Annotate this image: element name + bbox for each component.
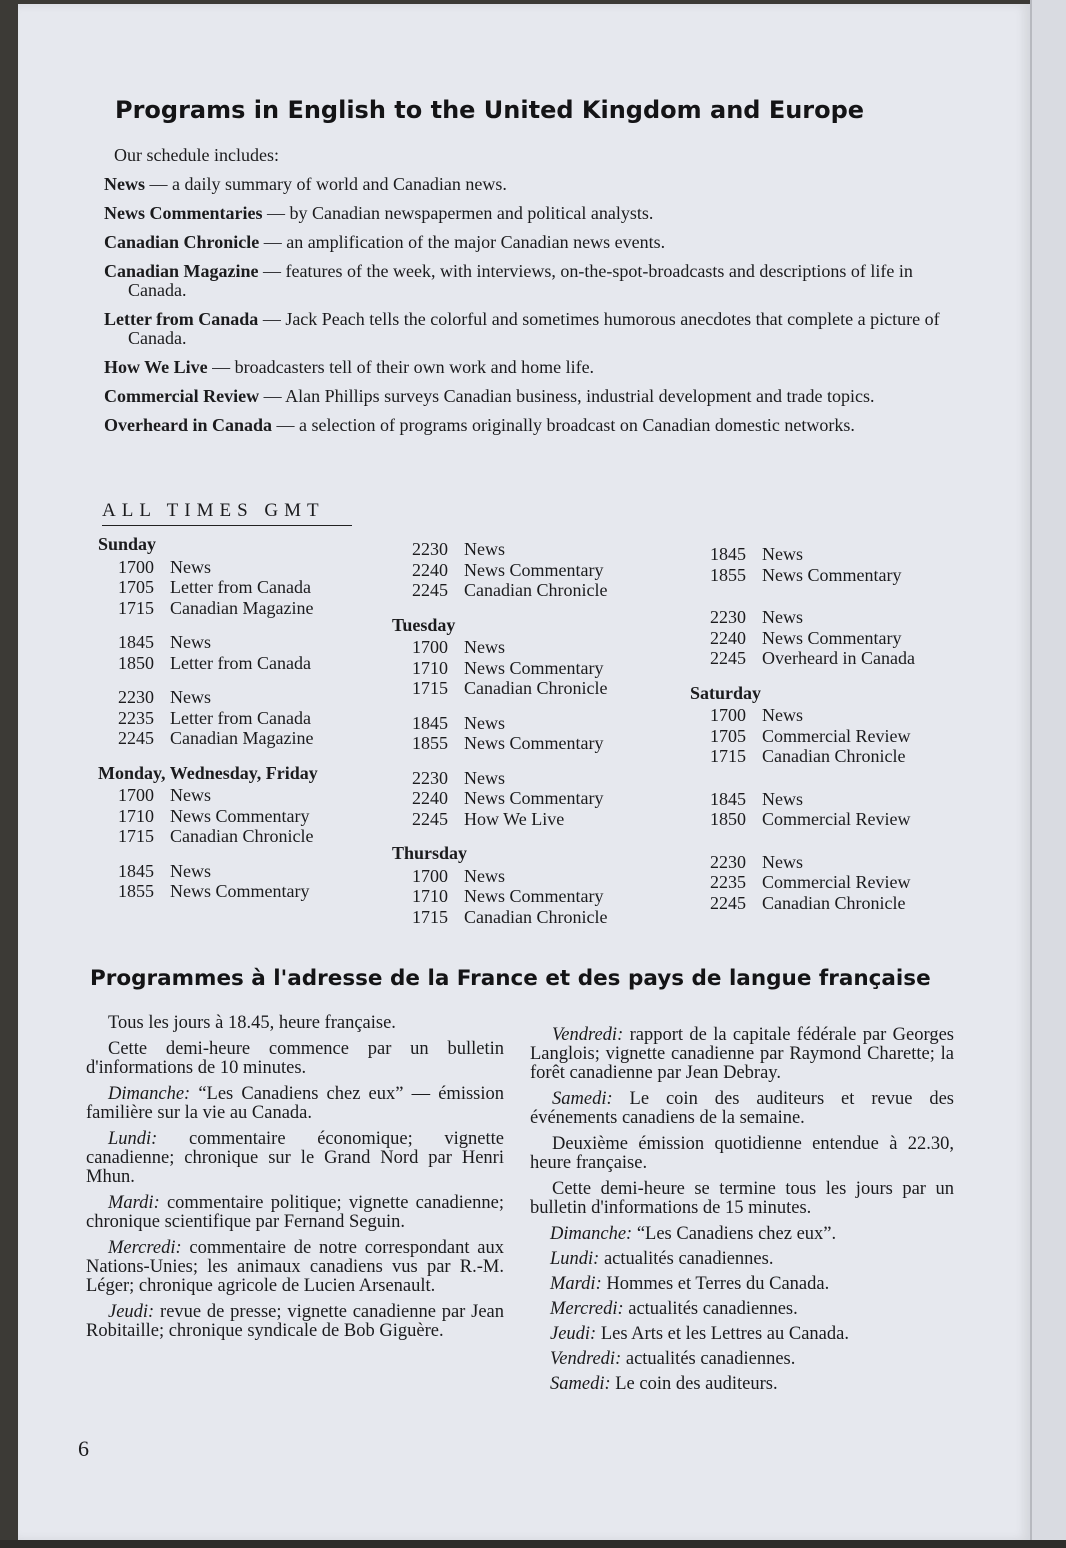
slot-time: 1715 <box>118 826 154 846</box>
program-name: News Commentaries <box>104 203 263 223</box>
slot-program: Letter from Canada <box>170 652 311 673</box>
slot-time: 1715 <box>412 906 448 927</box>
french-paragraph <box>86 1085 504 1123</box>
time-slot <box>412 539 672 560</box>
program-entry <box>104 358 972 377</box>
french-paragraph <box>86 1014 504 1033</box>
time-slot <box>118 826 368 847</box>
time-block <box>392 539 672 601</box>
french-day: Vendredi: <box>552 1025 624 1045</box>
slot-time: 1700 <box>118 785 154 805</box>
slot-time: 1855 <box>118 881 154 901</box>
time-slot <box>710 607 980 628</box>
time-block <box>690 705 980 767</box>
time-slot <box>710 648 980 669</box>
slot-program: News Commentary <box>762 627 902 648</box>
slot-program: News <box>762 851 803 872</box>
french-day-line <box>530 1300 954 1319</box>
slot-program: News <box>762 788 803 809</box>
time-slot <box>118 557 368 578</box>
time-slot <box>118 708 368 729</box>
slot-time: 2245 <box>710 892 746 913</box>
slot-program: News <box>170 785 211 805</box>
slot-program: News <box>464 712 505 733</box>
slot-program: News <box>762 705 803 725</box>
background-edge <box>0 1540 1066 1548</box>
slot-time: 1845 <box>412 712 448 733</box>
time-slot <box>412 580 672 601</box>
day-heading: Thursday <box>392 843 468 863</box>
french-column-2 <box>530 1026 954 1400</box>
french-paragraph <box>530 1090 954 1128</box>
time-slot <box>412 658 672 679</box>
program-entry <box>104 204 972 223</box>
times-label: ALL TIMES GMT <box>102 500 352 526</box>
slot-program: Canadian Chronicle <box>464 678 608 698</box>
slot-time: 1700 <box>710 705 746 725</box>
time-slot <box>710 893 980 914</box>
slot-time: 2245 <box>118 728 154 748</box>
time-slot <box>710 628 980 649</box>
slot-program: News <box>170 632 211 652</box>
program-entry <box>104 310 972 348</box>
slot-time: 1715 <box>412 678 448 698</box>
time-slot <box>412 733 672 754</box>
schedule-column-1 <box>98 534 368 916</box>
french-day: Mardi: <box>108 1193 160 1213</box>
slot-time: 1845 <box>118 860 154 881</box>
french-text: actualités canadiennes. <box>621 1349 796 1369</box>
slot-time: 1710 <box>412 886 448 906</box>
program-description: — by Canadian newspapermen and political analysts. <box>262 203 654 223</box>
slot-time: 2230 <box>710 607 746 627</box>
french-day-line <box>530 1350 954 1369</box>
schedule-column-3 <box>690 544 980 927</box>
french-day: Jeudi: <box>550 1324 597 1344</box>
time-block <box>690 607 980 669</box>
french-day: Vendredi: <box>550 1349 622 1369</box>
french-day: Dimanche: <box>550 1224 633 1244</box>
time-block <box>392 768 672 830</box>
time-slot <box>412 560 672 581</box>
french-day: Dimanche: <box>108 1084 191 1104</box>
time-slot <box>710 544 980 565</box>
program-name: Overheard in Canada <box>104 415 273 435</box>
time-slot <box>118 577 368 598</box>
day-heading: Sunday <box>98 534 157 554</box>
slot-time: 1700 <box>412 865 448 886</box>
schedule-column-2 <box>392 539 672 941</box>
slot-time: 1845 <box>710 788 746 809</box>
slot-program: News Commentary <box>464 886 604 906</box>
program-entry <box>104 387 972 406</box>
slot-time: 1845 <box>710 544 746 564</box>
program-name: Commercial Review <box>104 386 260 406</box>
slot-program: News <box>170 556 211 577</box>
time-slot <box>118 598 368 619</box>
slot-time: 1705 <box>710 725 746 746</box>
slot-program: Letter from Canada <box>170 707 311 728</box>
french-text: “Les Canadiens chez eux”. <box>632 1224 837 1244</box>
time-slot <box>710 872 980 893</box>
french-paragraph <box>86 1040 504 1078</box>
program-description: — features of the week, with interviews, on-the-spot-broadcasts and descriptions of life in Canada. <box>128 261 913 300</box>
slot-program: News <box>762 544 803 564</box>
french-paragraph <box>86 1194 504 1232</box>
time-block <box>98 687 368 749</box>
slot-program: News <box>464 539 505 559</box>
slot-time: 2230 <box>710 851 746 872</box>
slot-program: Canadian Chronicle <box>464 906 608 927</box>
french-text: rapport de la capitale fédérale par Georges Langlois; vignette canadienne par Raymond Charette; la forêt canadienne par Jean Debray. <box>530 1025 954 1083</box>
time-slot <box>118 728 368 749</box>
time-slot <box>412 788 672 809</box>
program-description: — an amplification of the major Canadian news events. <box>259 232 666 252</box>
french-paragraph <box>86 1303 504 1341</box>
slot-program: Overheard in Canada <box>762 648 915 668</box>
time-slot <box>710 809 980 830</box>
slot-time: 1850 <box>118 652 154 673</box>
slot-program: How We Live <box>464 808 565 829</box>
program-entry <box>104 175 972 194</box>
slot-program: News Commentary <box>762 564 902 585</box>
french-column-1 <box>86 1014 504 1348</box>
slot-time: 2240 <box>710 627 746 648</box>
french-day: Mardi: <box>550 1274 602 1294</box>
slot-program: Commercial Review <box>762 725 911 746</box>
time-block <box>392 713 672 754</box>
french-text: commentaire de notre correspondant aux Nations-Unies; les animaux canadiens vus par R.-M. Léger; chronique agricole de Lucien Arsenault. <box>86 1238 504 1296</box>
french-text: commentaire politique; vignette canadienne; chronique scientifique par Fernand Seguin. <box>86 1193 504 1232</box>
french-text: Le coin des auditeurs. <box>610 1374 778 1394</box>
slot-time: 1700 <box>412 637 448 657</box>
french-day-line <box>530 1325 954 1344</box>
time-slot <box>710 705 980 726</box>
slot-time: 2235 <box>710 872 746 892</box>
time-block <box>98 632 368 673</box>
french-day: Samedi: <box>550 1374 611 1394</box>
english-programs-title: Programs in English to the United Kingdom and Europe <box>115 96 865 124</box>
time-slot <box>118 687 368 708</box>
slot-program: News <box>464 637 505 657</box>
french-day: Samedi: <box>552 1089 613 1109</box>
time-block <box>690 789 980 830</box>
program-name: Canadian Magazine <box>104 261 259 281</box>
time-block <box>98 861 368 902</box>
slot-program: News <box>170 860 211 881</box>
slot-program: News Commentary <box>464 559 604 580</box>
french-text: Deuxième émission quotidienne entendue à 22.30, heure française. <box>530 1134 954 1173</box>
time-slot <box>710 565 980 586</box>
slot-program: Canadian Chronicle <box>762 746 906 766</box>
slot-program: Canadian Chronicle <box>464 580 608 600</box>
day-heading: Saturday <box>690 682 762 703</box>
french-paragraph <box>86 1239 504 1296</box>
program-description: — broadcasters tell of their own work and home life. <box>207 357 595 377</box>
time-slot <box>412 713 672 734</box>
time-block <box>98 785 368 847</box>
french-paragraph <box>530 1180 954 1218</box>
slot-program: Letter from Canada <box>170 577 311 597</box>
french-programs-title: Programmes à l'adresse de la France et des pays de langue française <box>90 966 931 991</box>
time-block <box>98 557 368 619</box>
french-text: “Les Canadiens chez eux” — émission familière sur la vie au Canada. <box>86 1084 504 1123</box>
program-name: Letter from Canada <box>104 309 259 329</box>
french-text: Tous les jours à 18.45, heure française. <box>108 1013 396 1033</box>
time-block <box>392 637 672 699</box>
time-block <box>690 852 980 914</box>
slot-program: Canadian Chronicle <box>762 892 906 913</box>
schedule-intro: Our schedule includes: <box>114 145 279 165</box>
program-name: How We Live <box>104 357 208 377</box>
program-name: Canadian Chronicle <box>104 232 260 252</box>
french-paragraph <box>86 1130 504 1187</box>
program-entry <box>104 416 972 435</box>
slot-program: News Commentary <box>464 788 604 808</box>
time-slot <box>118 632 368 653</box>
slot-time: 2230 <box>412 767 448 788</box>
time-slot <box>118 806 368 827</box>
program-description: — a daily summary of world and Canadian news. <box>145 174 507 194</box>
time-slot <box>412 907 672 928</box>
french-day: Lundi: <box>108 1129 158 1149</box>
french-day: Lundi: <box>550 1249 600 1269</box>
slot-time: 1700 <box>118 556 154 577</box>
slot-program: News Commentary <box>170 881 310 901</box>
french-paragraph <box>530 1135 954 1173</box>
slot-program: News <box>170 687 211 707</box>
french-day-line <box>530 1225 954 1244</box>
time-slot <box>412 678 672 699</box>
french-paragraph <box>530 1026 954 1083</box>
slot-program: News Commentary <box>464 733 604 753</box>
french-day-line <box>530 1275 954 1294</box>
slot-time: 2230 <box>118 687 154 707</box>
time-slot <box>710 726 980 747</box>
program-description: — a selection of programs originally broadcast on Canadian domestic networks. <box>272 415 855 435</box>
french-day: Mercredi: <box>108 1238 182 1258</box>
slot-time: 1850 <box>710 809 746 829</box>
slot-time: 1710 <box>118 805 154 826</box>
program-descriptions <box>104 146 972 445</box>
program-description: — Alan Phillips surveys Canadian business, industrial development and trade topics. <box>259 386 875 406</box>
slot-program: Commercial Review <box>762 809 911 829</box>
slot-time: 2235 <box>118 707 154 728</box>
french-day: Jeudi: <box>108 1302 155 1322</box>
slot-time: 2230 <box>412 539 448 559</box>
slot-time: 1705 <box>118 577 154 597</box>
slot-program: News <box>464 767 505 788</box>
slot-program: News Commentary <box>464 657 604 678</box>
time-slot <box>412 768 672 789</box>
slot-time: 1855 <box>412 733 448 753</box>
french-text: commentaire économique; vignette canadienne; chronique sur le Grand Nord par Henri Mhun. <box>86 1129 504 1187</box>
program-entry <box>104 262 972 300</box>
day-heading: Tuesday <box>392 614 456 635</box>
program-entry <box>104 233 972 252</box>
next-page-edge <box>1030 0 1066 1548</box>
slot-program: Canadian Magazine <box>170 597 314 618</box>
french-day-line <box>530 1375 954 1394</box>
slot-time: 1715 <box>710 746 746 766</box>
slot-time: 1710 <box>412 657 448 678</box>
slot-program: Canadian Magazine <box>170 728 314 748</box>
program-name: News <box>104 174 145 194</box>
slot-program: News <box>762 607 803 627</box>
slot-time: 2240 <box>412 788 448 808</box>
time-slot <box>412 637 672 658</box>
time-slot <box>118 785 368 806</box>
time-slot <box>412 866 672 887</box>
time-slot <box>710 852 980 873</box>
french-day-line <box>530 1250 954 1269</box>
french-text: Hommes et Terres du Canada. <box>601 1274 830 1294</box>
french-text: actualités canadiennes. <box>599 1249 774 1269</box>
time-slot <box>710 746 980 767</box>
slot-time: 1855 <box>710 564 746 585</box>
slot-time: 1845 <box>118 632 154 652</box>
slot-time: 2240 <box>412 559 448 580</box>
time-slot <box>118 653 368 674</box>
slot-time: 2245 <box>412 580 448 600</box>
slot-program: News <box>464 865 505 886</box>
slot-program: Commercial Review <box>762 872 911 892</box>
time-slot <box>710 789 980 810</box>
slot-time: 2245 <box>412 808 448 829</box>
french-text: Les Arts et les Lettres au Canada. <box>596 1324 849 1344</box>
slot-program: News Commentary <box>170 805 310 826</box>
day-heading: Monday, Wednesday, Friday <box>98 762 318 783</box>
french-text: Cette demi-heure se termine tous les jours par un bulletin d'informations de 15 minutes. <box>530 1179 954 1218</box>
time-slot <box>118 861 368 882</box>
time-block <box>392 866 672 928</box>
french-text: Le coin des auditeurs et revue des événements canadiens de la semaine. <box>530 1089 954 1128</box>
time-slot <box>412 809 672 830</box>
slot-time: 2245 <box>710 648 746 668</box>
program-description: — Jack Peach tells the colorful and sometimes humorous anecdotes that complete a picture of Canada. <box>128 309 940 348</box>
page-number: 6 <box>78 1436 89 1461</box>
time-slot <box>118 881 368 902</box>
french-day: Mercredi: <box>550 1299 624 1319</box>
french-text: actualités canadiennes. <box>623 1299 798 1319</box>
time-block <box>690 544 980 585</box>
french-text: Cette demi-heure commence par un bulletin d'informations de 10 minutes. <box>86 1039 504 1078</box>
time-slot <box>412 886 672 907</box>
french-text: revue de presse; vignette canadienne par Jean Robitaille; chronique syndicale de Bob Giguère. <box>86 1302 504 1341</box>
slot-time: 1715 <box>118 597 154 618</box>
slot-program: Canadian Chronicle <box>170 826 314 846</box>
